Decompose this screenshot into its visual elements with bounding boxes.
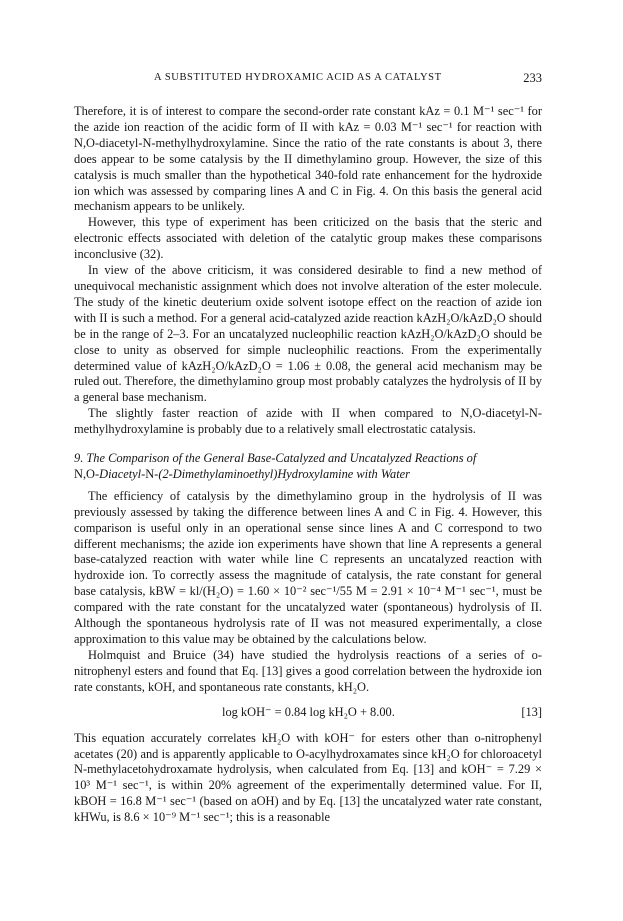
section-heading-line2 <box>74 467 542 483</box>
heading-italic-b: (2-Dimethylaminoethyl)Hydroxylamine with Water <box>158 466 410 481</box>
running-header <box>74 72 542 88</box>
paragraph: This equation accurately correlates kH₂O with kOH⁻ for esters other than o-nitrophenyl acetates (20) and is apparently applicable to O-acylhydroxamates since kH₂O for chloroacetyl N-methylacetohydroxamate hydrolysis, when calculated from Eq. [13] and kOH⁻ = 7.29 × 10³ M⁻¹ sec⁻¹, is within 20% agreement of the experimentally determined value. For II, kBOH = 16.8 M⁻¹ sec⁻¹ (based on aOH) and by Eq. [13] the uncatalyzed water rate constant, kHWu, is 8.6 × 10⁻⁹ M⁻¹ sec⁻¹; this is a reasonable <box>74 730 542 825</box>
page-body <box>74 104 542 826</box>
running-title: A SUBSTITUTED HYDROXAMIC ACID AS A CATALYST <box>154 72 442 83</box>
text-block-bottom <box>74 731 542 826</box>
paragraph: In view of the above criticism, it was considered desirable to find a new method of unequivocal mechanistic assignment which does not involve alteration of the ester molecule. The study of the kinetic deuterium oxide solvent isotope effect on the reaction of azide ion with II is such a method. For a general acid-catalyzed azide reaction kAzH₂O/kAzD₂O should be in the range of 2–3. For an uncatalyzed nucleophilic reaction kAzH₂O/kAzD₂O should be close to unity as observed for simple nucleophilic reactions. From the experimentally determined value of kAzH₂O/kAzD₂O = 1.06 ± 0.08, the general acid mechanism may be ruled out. Therefore, the dimethylamino group most probably catalyzes the hydrolysis of II by a general base mechanism. <box>74 263 542 405</box>
text-block-top <box>74 104 542 438</box>
paragraph: The slightly faster reaction of azide with II when compared to N,O-diacetyl-N-methylhydroxylamine is probably due to a relatively small electrostatic catalysis. <box>74 406 542 437</box>
section-heading-line1: 9. The Comparison of the General Base-Catalyzed and Uncatalyzed Reactions of <box>74 451 477 466</box>
text-block-mid <box>74 489 542 696</box>
paragraph: However, this type of experiment has been criticized on the basis that the steric and electronic effects associated with deletion of the catalytic group makes these comparisons inconclusive (32). <box>74 215 542 262</box>
paragraph: Therefore, it is of interest to compare the second-order rate constant kAz = 0.1 M⁻¹ sec⁻¹ for the azide ion reaction of the acidic form of II with kAz = 0.03 M⁻¹ sec⁻¹ for reaction with N,O-diacetyl-N-methylhydroxylamine. Since the ratio of the rate constants is about 3, there does appear to be some catalysis by the II dimethylamino group. However, the size of this catalysis is much smaller than the hypothetical 340-fold rate enhancement for the hydroxide ion which was assessed by comparing lines A and C in Fig. 4. On this basis the general acid mechanism appears to be unlikely. <box>74 104 542 214</box>
heading-italic: Diacetyl- <box>99 466 146 481</box>
equation-number: [13] <box>521 704 542 719</box>
paragraph: Holmquist and Bruice (34) have studied the hydrolysis reactions of a series of o-nitrophenyl esters and found that Eq. [13] gives a good correlation between the hydroxide ion rate constants, kOH, and spontaneous rate constants, kH₂O. <box>74 647 542 694</box>
page-number: 233 <box>523 71 542 85</box>
section-heading <box>74 451 542 483</box>
equation-13 <box>74 705 542 721</box>
paragraph: The efficiency of catalysis by the dimethylamino group in the hydrolysis of II was previously assessed by taking the difference between lines A and C in Fig. 4. However, this comparison is useful only in an operational sense since lines A and C correspond to two different mechanisms; the azide ion experiments have shown that line A represents a general base-catalyzed reaction with water while line C represents an uncatalyzed reaction with hydroxide ion. To correctly assess the magnitude of catalysis, the rate constant for general base catalysis, kBW = kl/(H₂O) = 1.60 × 10⁻² sec⁻¹/55 M = 2.91 × 10⁻⁴ M⁻¹ sec⁻¹, must be compared with the rate constant for the uncatalyzed water (spontaneous) hydrolysis of II. Although the spontaneous hydrolysis rate of II was not measured experimentally, a close approximation to this value may be obtained by the calculations below. <box>74 488 542 646</box>
equation-body: log kOH⁻ = 0.84 log kH₂O + 8.00. <box>222 704 395 719</box>
heading-roman: N,O- <box>74 466 100 481</box>
heading-roman-b: N- <box>145 466 159 481</box>
